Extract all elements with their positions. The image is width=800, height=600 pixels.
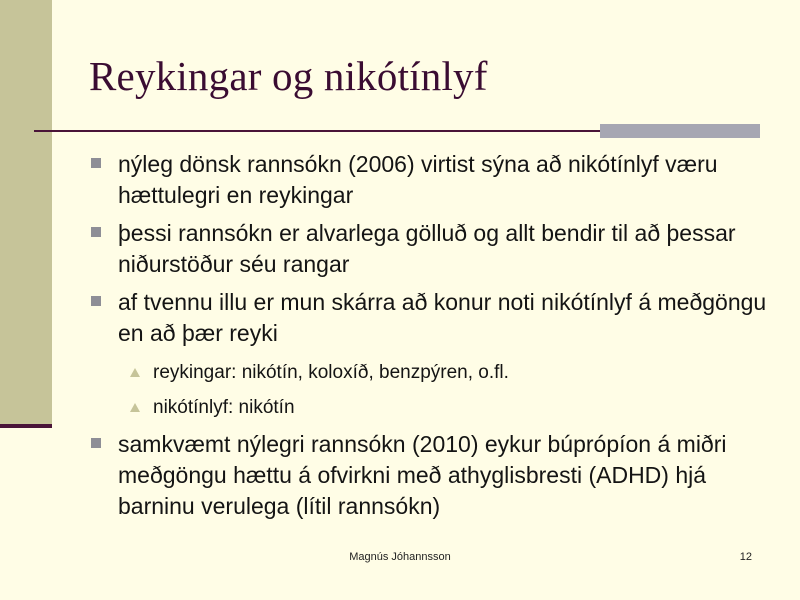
- square-bullet-icon: [91, 438, 101, 448]
- bullet-item: [118, 429, 768, 522]
- square-bullet-icon: [91, 296, 101, 306]
- bullet-item: [118, 287, 768, 349]
- sub-bullet-text: reykingar: nikótín, koloxíð, benzpýren, o.fl.: [153, 362, 509, 383]
- bullet-text: nýleg dönsk rannsókn (2006) virtist sýna að nikótínlyf væru hættulegri en reykingar: [118, 151, 718, 208]
- bullet-item: [118, 218, 768, 280]
- square-bullet-icon: [91, 158, 101, 168]
- bullet-text: samkvæmt nýlegri rannsókn (2010) eykur búprópíon á miðri meðgöngu hættu á ofvirkni með athyglisbresti (ADHD) hjá barninu verulega (lítil rannsókn): [118, 431, 727, 519]
- sub-bullet-text: nikótínlyf: nikótín: [153, 397, 295, 418]
- footer-page-number: 12: [739, 551, 752, 563]
- triangle-bullet-icon: [130, 368, 140, 377]
- square-bullet-icon: [91, 227, 101, 237]
- triangle-bullet-icon: [130, 403, 140, 412]
- bullet-text: af tvennu illu er mun skárra að konur noti nikótínlyf á meðgöngu en að þær reyki: [118, 289, 767, 346]
- footer-author: Magnús Jóhannsson: [349, 551, 451, 563]
- slide-title: Reykingar og nikótínlyf: [89, 53, 488, 99]
- bullet-item: [118, 149, 768, 211]
- sub-bullet-item: [153, 360, 753, 385]
- sub-bullet-item: [153, 395, 753, 420]
- bullet-text: þessi rannsókn er alvarlega gölluð og allt bendir til að þessar niðurstöður séu rangar: [118, 220, 736, 277]
